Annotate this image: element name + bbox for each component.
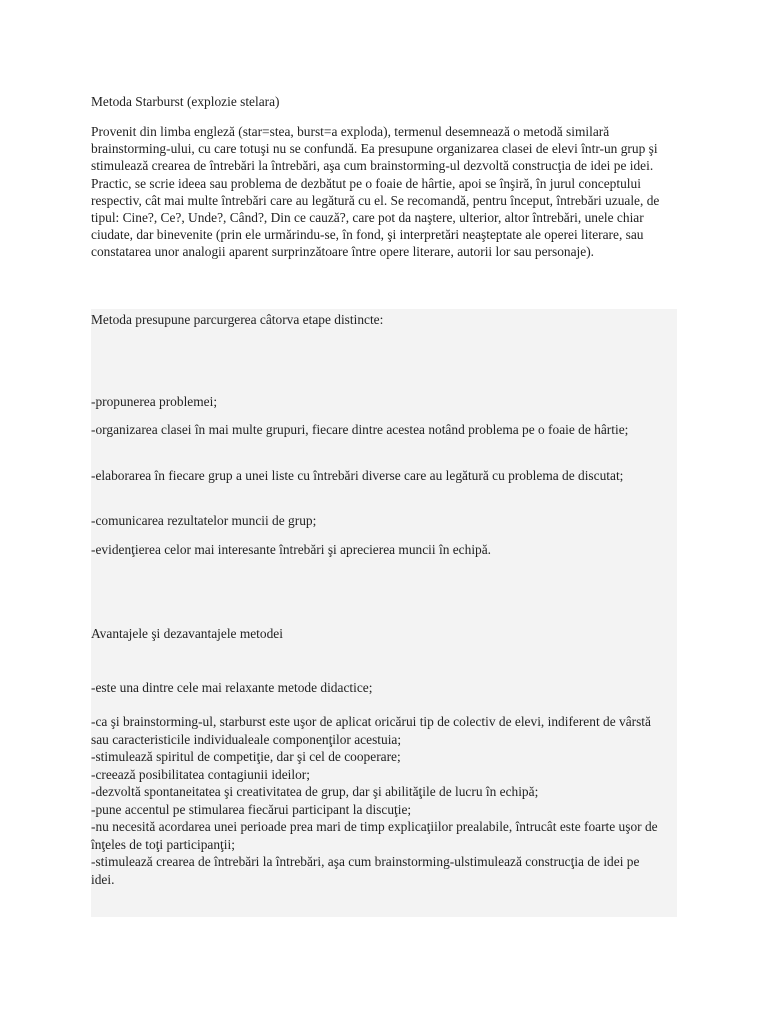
step-item: -organizarea clasei în mai multe grupuri, fiecare dintre acestea notând problema pe o foaie de hârtie; — [91, 422, 629, 437]
advantage-item: -dezvoltă spontaneitatea şi creativitatea de grup, dar şi abilităţile de lucru în echipă; — [91, 784, 539, 799]
step-item: -evidenţierea celor mai interesante întrebări şi aprecierea muncii în echipă. — [91, 542, 492, 557]
advantage-item: -stimulează crearea de întrebări la întrebări, aşa cum brainstorming-ulstimulează construcţia de idei pe idei. — [91, 854, 640, 887]
intro-paragraph: Practic, se scrie ideea sau problema de dezbătut pe o foaie de hârtie, apoi se înşiră, în jurul conceptului respectiv, cât mai multe întrebări care au legătură cu el. Se recomandă, pentru început, întrebări uzuale, de tipul: Cine?, Ce?, Unde?, Când?, Din ce cauză?, care pot da naştere, ulterior, altor întrebări, unele chiar ciudate, dar binevenite (prin ele urmărindu-se, în fond, şi interpretări neaşteptate ale operei literare, sau constatarea unor analogii aparent surprinzătoare între opere literare, autorii lor sau personaje). — [91, 175, 660, 260]
step-item: -comunicarea rezultatelor muncii de grup; — [91, 513, 317, 528]
advantage-item: -stimulează spiritul de competiţie, dar şi cel de cooperare; — [91, 749, 401, 764]
advantage-item: -creează posibilitatea contagiunii ideilor; — [91, 766, 310, 782]
intro-section — [91, 123, 681, 261]
section-heading: Avantajele şi dezavantajele metodei — [91, 626, 283, 641]
intro-paragraph: Provenit din limba engleză (star=stea, burst=a exploda), termenul desemnează o metodă similară brainstorming-ului, cu care totuşi nu se confundă. Ea presupune organizarea clasei de elevi într-un grup şi stimulează crearea de întrebări la întrebări, aşa cum brainstorming-ul dezvoltă construcţia de idei pe idei. — [91, 124, 658, 174]
advantage-item: -ca şi brainstorming-ul, starburst este uşor de aplicat oricărui tip de colectiv de elevi, indiferent de vârstă sau caracteristicile individualeale componenţilor acestuia; — [91, 714, 651, 747]
advantage-item: -este una dintre cele mai relaxante metode didactice; — [91, 680, 373, 695]
advantage-item: -pune accentul pe stimularea fiecărui participant la discuţie; — [91, 801, 412, 817]
advantages-list — [91, 713, 665, 888]
step-item: -propunerea problemei; — [91, 394, 218, 409]
step-item: -elaborarea în fiecare grup a unei liste cu întrebări diverse care au legătură cu problema de discutat; — [91, 468, 624, 483]
document-title: Metoda Starburst (explozie stelara) — [91, 94, 280, 109]
advantage-item: -nu necesită acordarea unei perioade prea mari de timp explicaţiilor prealabile, întrucât este foarte uşor de înţeles de toţi participanţii; — [91, 819, 658, 852]
steps-intro: Metoda presupune parcurgerea câtorva etape distincte: — [91, 312, 384, 327]
